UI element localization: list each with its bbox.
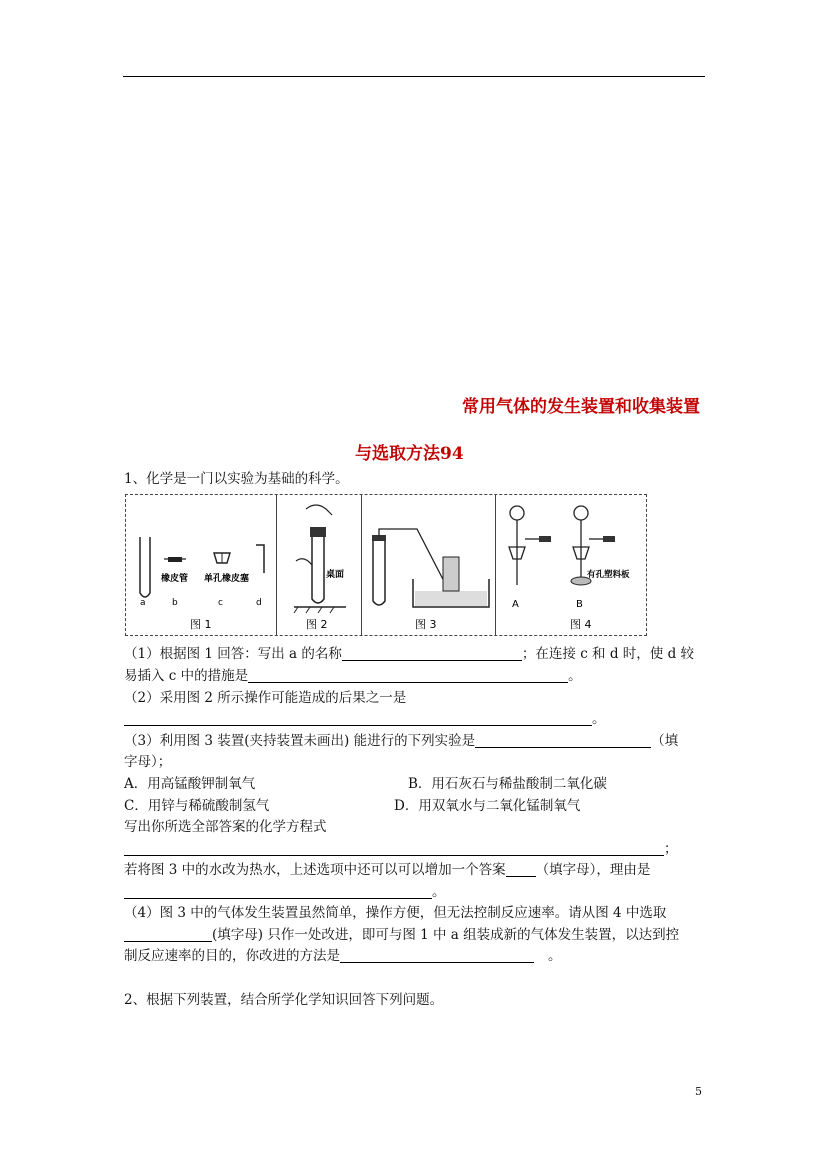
label-d: d	[256, 598, 262, 608]
answer-blank-cd-method[interactable]	[248, 668, 568, 683]
q1-part4-line2: (填字母) 只作一处改进，即可与图 1 中 a 组装成新的气体发生装置，以达到控	[124, 926, 679, 944]
label-c: c	[218, 598, 223, 608]
answer-blank-a-name[interactable]	[342, 646, 522, 661]
title-line-2: 与选取方法94	[355, 444, 464, 464]
option-c: C．用锌与稀硫酸制氢气	[124, 798, 270, 814]
q2-intro: 2、根据下列装置，结合所学化学知识回答下列问题。	[124, 992, 444, 1008]
q1-part3-reason-line: 。	[124, 883, 446, 901]
fig4-caption: 图 4	[570, 618, 592, 631]
figure-4-panel	[495, 495, 646, 635]
label-desk: 桌面	[326, 570, 345, 580]
figure-3-drawing	[361, 495, 495, 635]
q1-part3-equation-prompt: 写出你所选全部答案的化学方程式	[124, 819, 327, 835]
fig3-caption: 图 3	[415, 618, 437, 631]
label-stopper: 单孔橡皮塞	[204, 574, 250, 584]
figure-4-drawing	[495, 495, 646, 635]
figure-2-drawing	[276, 495, 361, 635]
q1-part4-line3: 制反应速率的目的，你改进的方法是 。	[124, 948, 562, 964]
answer-blank-improvement[interactable]	[340, 948, 534, 963]
answer-blank-fig3-options[interactable]	[475, 733, 651, 748]
q1-part3-equation-line: ；	[124, 840, 678, 858]
title-line-1: 常用气体的发生装置和收集装置	[462, 397, 700, 417]
label-option-a: A	[512, 599, 519, 610]
q1-intro: 1、化学是一门以实验为基础的科学。	[124, 471, 349, 487]
label-rubber-tube: 橡皮管	[161, 574, 189, 584]
option-d: D．用双氧水与二氧化锰制氧气	[394, 798, 581, 814]
label-option-b: B	[576, 599, 583, 610]
option-a: A．用高锰酸钾制氧气	[124, 776, 256, 792]
figure-2-panel	[276, 495, 362, 635]
fig2-caption: 图 2	[306, 618, 328, 631]
figure-1-panel	[126, 495, 277, 635]
header-rule	[123, 76, 705, 77]
q1-part3-hotwater-line: 若将图 3 中的水改为热水，上述选项中还可以可以增加一个答案 （填字母），理由是	[124, 862, 651, 878]
answer-blank-equation[interactable]	[124, 841, 664, 856]
option-b: B．用石灰石与稀盐酸制二氧化碳	[408, 776, 607, 792]
q1-part4-line1: （4）图 3 中的气体发生装置虽然简单，操作方便，但无法控制反应速率。请从图 4 中选取	[124, 905, 667, 921]
answer-blank-fig4-choice[interactable]	[124, 927, 212, 942]
q1-part1-line2: 易插入 c 中的措施是 。	[124, 668, 582, 684]
label-b: b	[172, 598, 178, 608]
label-plastic-plate: 有孔塑料板	[587, 570, 630, 580]
answer-blank-fig2-result[interactable]	[124, 711, 592, 726]
q1-part3-line1: （3）利用图 3 装置(夹持装置未画出) 能进行的下列实验是 （填	[124, 733, 679, 749]
figure-1-drawing	[126, 495, 276, 635]
label-a: a	[140, 598, 146, 608]
fig1-caption: 图 1	[190, 618, 212, 631]
page-number: 5	[695, 1085, 702, 1098]
q1-part1-line1: （1）根据图 1 回答：写出 a 的名称 ；在连接 c 和 d 时，使 d 较	[124, 646, 694, 662]
experiment-figure	[125, 494, 647, 636]
answer-blank-reason[interactable]	[124, 884, 432, 899]
answer-blank-extra-option[interactable]	[506, 862, 536, 877]
q1-part2-line1: （2）采用图 2 所示操作可能造成的后果之一是	[124, 690, 407, 706]
q1-part3-line2: 字母）；	[124, 754, 172, 770]
figure-3-panel	[361, 495, 496, 635]
q1-part2-line2: 。	[124, 710, 606, 728]
